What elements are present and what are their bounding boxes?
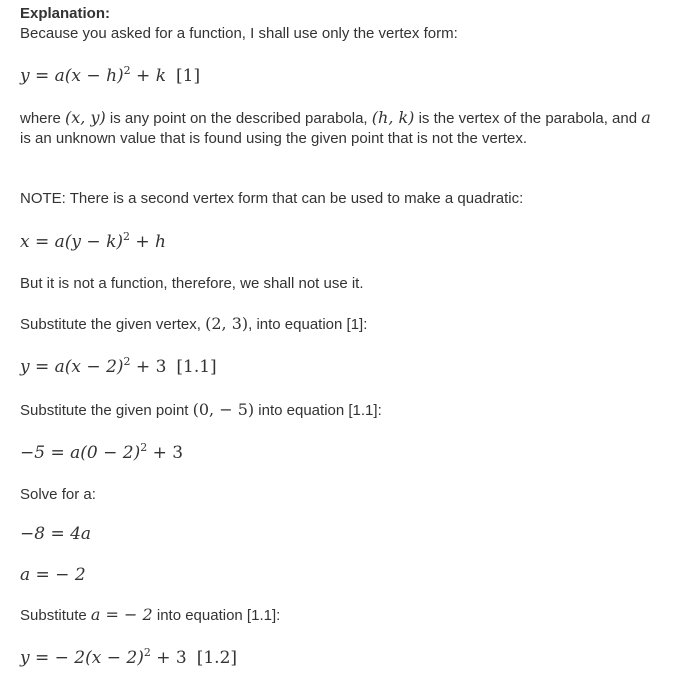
equation-7-right: + 3 xyxy=(150,648,187,668)
substitute-vertex-math: (2, 3) xyxy=(205,314,249,333)
where-text-3: is the vertex of the parabola, and xyxy=(414,110,642,127)
substitute-a-text-1: Substitute xyxy=(20,607,91,624)
equation-4-exponent: 2 xyxy=(140,441,148,454)
substitute-a-text-2: into equation [1.1]: xyxy=(152,607,281,624)
equation-4-right: + 3 xyxy=(147,443,184,463)
note-text: NOTE: There is a second vertex form that can be used to make a quadratic: xyxy=(20,190,524,207)
substitute-point-text-1: Substitute the given point xyxy=(20,402,193,419)
where-text-4: is an unknown value that is found using the given point that is not the vertex. xyxy=(20,130,527,147)
solve-text: Solve for a: xyxy=(20,486,96,503)
substitute-point-math: (0, − 5) xyxy=(192,400,255,419)
explanation-heading: Explanation: xyxy=(20,5,111,22)
equation-2-exponent: 2 xyxy=(123,230,130,243)
equation-7 xyxy=(20,648,662,668)
equation-7-tag: [1.2] xyxy=(196,648,238,668)
intro-text: Because you asked for a function, I shall use only the vertex form: xyxy=(20,25,458,42)
substitute-point-text xyxy=(20,400,662,421)
substitute-a-math: a = − 2 xyxy=(90,605,153,624)
substitute-vertex-text-1: Substitute the given vertex, xyxy=(20,316,206,333)
where-math-xy: (x, y) xyxy=(65,108,106,127)
equation-4 xyxy=(20,443,662,463)
equation-2-right: + h xyxy=(130,232,167,252)
substitute-a-text xyxy=(20,605,662,626)
where-text-2: is any point on the described parabola, xyxy=(105,110,372,127)
equation-2 xyxy=(20,232,662,252)
where-paragraph xyxy=(20,108,662,149)
substitute-point-text-2: into equation [1.1]: xyxy=(254,402,382,419)
equation-3-tag: [1.1] xyxy=(176,357,217,377)
equation-3-exponent: 2 xyxy=(123,355,131,368)
equation-1 xyxy=(20,66,662,86)
not-function-text: But it is not a function, therefore, we shall not use it. xyxy=(20,275,364,292)
equation-1-tag: [1] xyxy=(176,66,201,86)
equation-7-left: y = − 2(x − 2) xyxy=(20,648,144,668)
where-text-1: where xyxy=(20,110,66,127)
equation-6: a = − 2 xyxy=(20,565,86,585)
equation-3-left: y = a(x − 2) xyxy=(20,357,124,377)
equation-3 xyxy=(20,357,662,377)
equation-1-right: + k xyxy=(130,66,167,86)
equation-5: −8 = 4a xyxy=(20,524,92,544)
equation-1-left: y = a(x − h) xyxy=(20,66,124,86)
where-math-hk: (h, k) xyxy=(371,108,415,127)
equation-3-right: + 3 xyxy=(130,357,167,377)
equation-1-exponent: 2 xyxy=(123,64,131,77)
equation-2-left: x = a(y − k) xyxy=(20,232,123,252)
substitute-vertex-text-2: , into equation [1]: xyxy=(248,316,368,333)
where-math-a: a xyxy=(641,108,651,127)
substitute-vertex-text xyxy=(20,314,662,335)
equation-7-exponent: 2 xyxy=(143,646,151,659)
equation-4-left: −5 = a(0 − 2) xyxy=(20,443,141,463)
